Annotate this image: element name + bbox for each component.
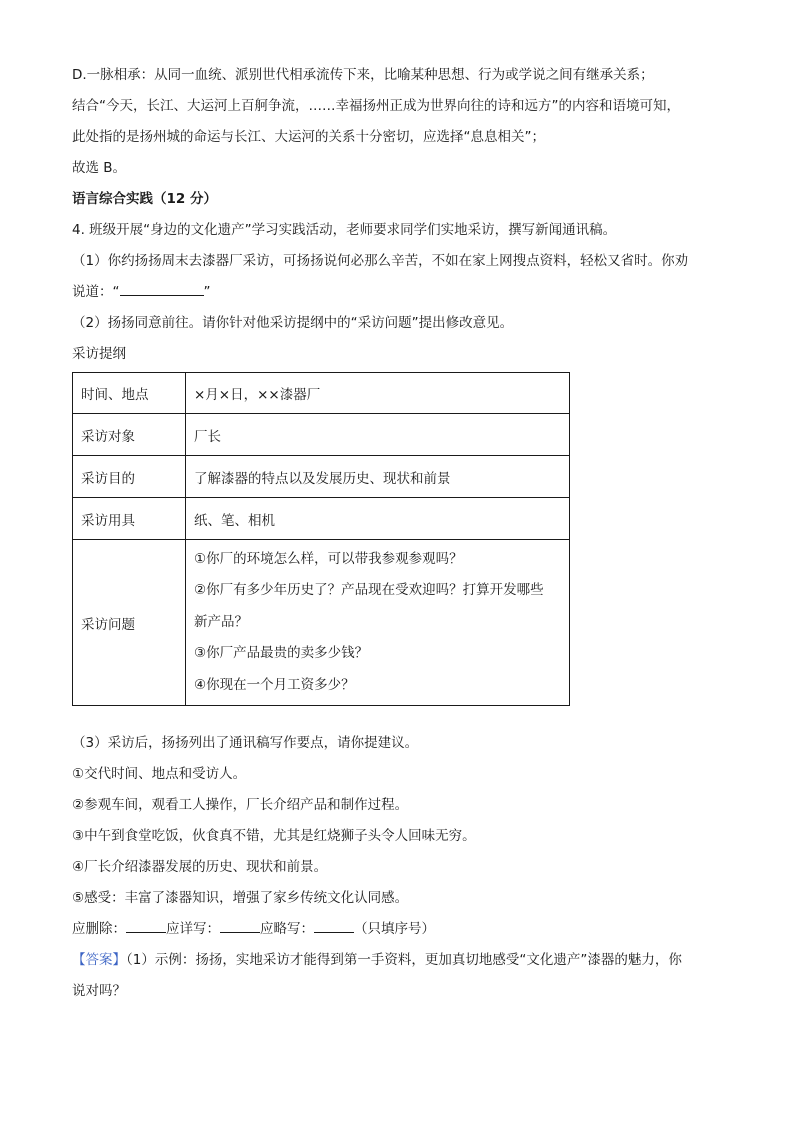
row-value: 厂长: [186, 414, 570, 456]
fill-in-line: [72, 914, 732, 945]
answer-line-2: 说对吗？: [72, 983, 126, 999]
question-4-3-line: （3）采访后，扬扬列出了通讯稿写作要点，请你提建议。: [72, 735, 419, 751]
detail-label: 应详写：: [166, 921, 220, 937]
document-page: [72, 60, 732, 1007]
row-value: ×月×日，××漆器厂: [186, 373, 570, 414]
brief-blank[interactable]: [314, 918, 354, 933]
interview-question: ④你现在一个月工资多少？: [194, 676, 355, 693]
writing-point: ④厂长介绍漆器发展的历史、现状和前景。: [72, 859, 328, 875]
option-d-text: D.一脉相承：从同一血统、派别世代相承流传下来，比喻某种思想、行为或学说之间有继承关系；: [72, 67, 654, 83]
analysis-line-2: 此处指的是扬州城的命运与长江、大运河的关系十分密切，应选择“息息相关”；: [72, 129, 545, 145]
outline-title: 采访提纲: [72, 346, 126, 362]
question-4-stem: 4. 班级开展“身边的文化遗产”学习实践活动，老师要求同学们实地采访，撰写新闻通讯稿。: [72, 222, 617, 238]
answer-blank[interactable]: [120, 281, 204, 296]
writing-point: ③中午到食堂吃饭，伙食真不错，尤其是红烧狮子头令人回味无穷。: [72, 828, 476, 844]
table-row: [73, 498, 570, 540]
interview-question: ②你厂有多少年历史了？产品现在受欢迎吗？打算开发哪些: [194, 582, 544, 599]
writing-point: ②参观车间，观看工人操作，厂长介绍产品和制作过程。: [72, 797, 409, 813]
row-value: 纸、笔、相机: [186, 498, 570, 540]
interview-question: ③你厂产品最贵的卖多少钱？: [194, 645, 369, 662]
quote-close: ”: [203, 284, 211, 300]
answer-choice-line: 故选 B。: [72, 160, 127, 176]
question-4-1-line-1: （1）你约扬扬周末去漆器厂采访，可扬扬说何必那么辛苦，不如在家上网搜点资料，轻松又省时。你劝: [72, 253, 689, 269]
answer-text: （1）示例：扬扬，实地采访才能得到第一手资料，更加真切地感受“文化遗产”漆器的魅力，你: [126, 952, 682, 968]
row-value: 了解漆器的特点以及发展历史、现状和前景: [186, 456, 570, 498]
table-row: [73, 456, 570, 498]
question-4-1-line-2: [72, 277, 732, 308]
table-row: [73, 414, 570, 456]
interview-outline-table: [72, 372, 570, 706]
writing-point: ①交代时间、地点和受访人。: [72, 766, 247, 782]
question-4-2-line: （2）扬扬同意前往。请你针对他采访提纲中的“采访问题”提出修改意见。: [72, 315, 514, 331]
section-title: 语言综合实践（12 分）: [72, 191, 217, 207]
questions-cell: [186, 540, 570, 706]
row-key: 采访目的: [73, 456, 186, 498]
interview-question: ①你厂的环境怎么样，可以带我参观参观吗？: [194, 550, 463, 567]
answer-line-1: [72, 945, 732, 976]
table-row: [73, 373, 570, 414]
detail-blank[interactable]: [220, 918, 260, 933]
quote-open: 说道：“: [72, 284, 120, 300]
row-key: 采访对象: [73, 414, 186, 456]
row-key: 采访用具: [73, 498, 186, 540]
delete-blank[interactable]: [126, 918, 166, 933]
row-key: 时间、地点: [73, 373, 186, 414]
writing-point: ⑤感受：丰富了漆器知识，增强了家乡传统文化认同感。: [72, 890, 409, 906]
analysis-line-1: 结合“今天，长江、大运河上百舸争流，……幸福扬州正成为世界向往的诗和远方”的内容和语境可知，: [72, 98, 680, 114]
table-row-questions: [73, 540, 570, 706]
fill-note: （只填序号）: [354, 921, 435, 937]
delete-label: 应删除：: [72, 921, 126, 937]
brief-label: 应略写：: [260, 921, 314, 937]
interview-question: 新产品？: [194, 613, 248, 630]
row-key: 采访问题: [73, 540, 186, 706]
answer-tag: 【答案】: [72, 952, 126, 968]
